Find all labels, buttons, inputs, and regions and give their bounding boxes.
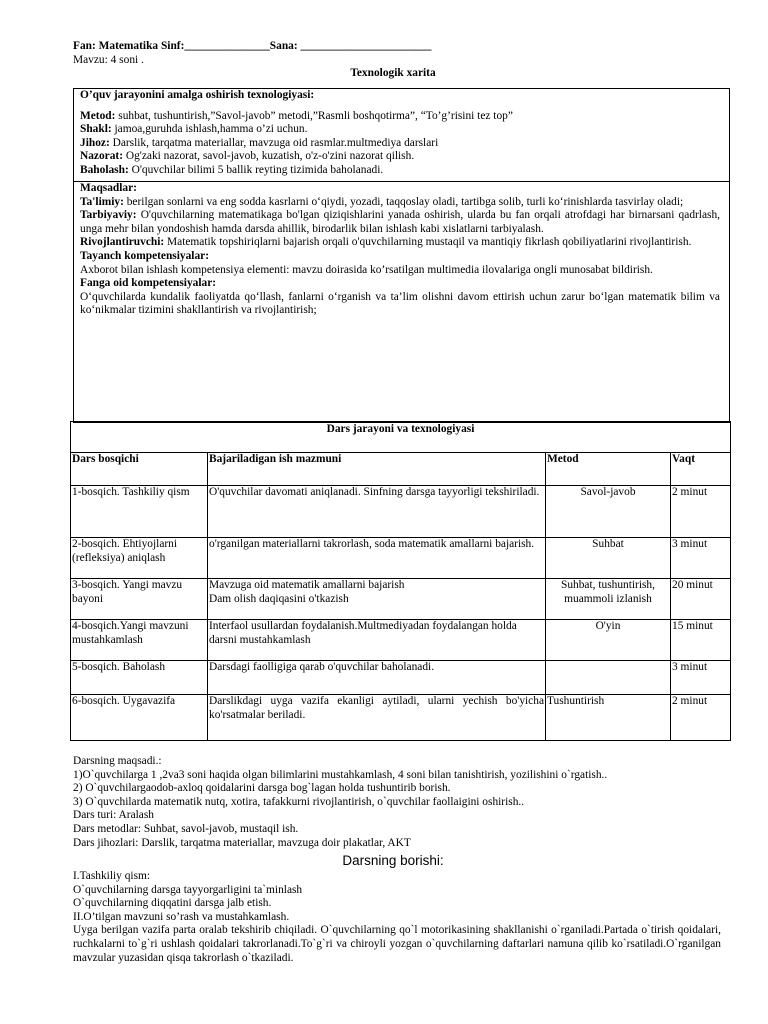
aim-item: 2) O`quvchilargaodob-axloq qoidalarini darsga bog`lagan holda tushuntirib borish. [73,782,451,795]
lesson-process-table [70,421,731,741]
flow-line: I.Tashkiliy qism: [73,870,151,882]
subject-competencies-text: O‘quvchilarda kundalik faoliyatda qo‘llash, fanlarni o‘rganish va ta’lim olishni davom ettirish uchun zarur bo‘lgan matematik bilim va ko‘nikmalar tizimini shakllantirish va rivojlantirish; [80,290,720,317]
header-method: Metod [546,453,671,486]
table-row [71,486,731,538]
table-title-row [71,422,731,453]
core-competencies-text: Axborot bilan ishlash kompetensiya elementi: mavzu doirasida ko’rsatilgan multimedia ilovalariga ongli munosabat bildirish. [80,263,653,276]
aim-item: 1)O`quvchilarga 1 ,2va3 soni haqida olgan bilimlarini mustahkamlash, 4 soni bilan tanishtirish, yozilishini o`rgatish.. [73,768,608,781]
flow-paragraph: Uyga berilgan vazifa parta oralab tekshirib chiqiladi. O`quvchilarning qo`l motorikasining shakllanishi o`rganiladi.Partada o`tirish qoidalari, ruchkalarni to`g`ri ushlash qoidalari takrorlanadi.To`g`ri va chiroyli yozgan o`quvchilarning daftarlari namuna qilib ko`rsatiladi.O`rganilgan mavzular yuzasidan qisqa takrorlash o`tkaziladi. [73,924,721,964]
stage-cell: 6-bosqich. Uygavazifa [71,695,208,741]
lesson-flow [73,870,721,965]
stage-cell: 2-bosqich. Ehtiyojlarni (refleksiya) aniqlash [71,538,208,579]
flow-line: O`quvchilarning darsga tayyorgarligini ta`minlash [73,883,303,896]
topic-line: Mavzu: 4 soni . [73,54,144,66]
stage-cell: 3-bosqich. Yangi mavzu bayoni [71,579,208,620]
flow-line: O`quvchilarning diqqatini darsga jalb etish. [73,897,272,910]
time-cell: 2 minut [671,486,731,538]
time-cell: 15 minut [671,620,731,661]
header-content: Bajariladigan ish mazmuni [208,453,546,486]
method-cell: Suhbat, tushuntirish, muammoli izlanish [546,579,671,620]
technology-box [73,88,730,182]
method-cell: Savol-javob [546,486,671,538]
technology-heading: O’quv jarayonini amalga oshirish texnologiyasi: [80,89,315,101]
goal-developmental: Rivojlantiruvchi: Matematik topshiriqlarni bajarish orqali o'quvchilarning mustaqil va mantiqiy fikrlash qobiliyatlarini rivojlantirish. [80,236,692,249]
content-cell: Darsdagi faolligiga qarab o'quvchilar baholanadi. [208,661,546,695]
goal-educational: Ta'limiy: berilgan sonlarni va eng sodda kasrlarni o‘qiydi, yozadi, taqqoslay oladi, tartibga solib, turli ko‘rinishlarda tasvirlay oladi; [80,195,684,208]
subject-competencies-heading: Fanga oid kompetensiyalar: [80,277,217,290]
header-line: Fan: Matematika Sinf:_______________Sana: _______________________ [73,40,432,52]
content-cell: Interfaol usullardan foydalanish.Multmediyadan foydalangan holda darsni mustahkamlash [208,620,546,661]
method-cell: Suhbat [546,538,671,579]
method-cell: O'yin [546,620,671,661]
table-row [71,695,731,741]
stage-cell: 5-bosqich. Baholash [71,661,208,695]
content-cell: Mavzuga oid matematik amallarni bajarish Dam olish daqiqasini o'tkazish [208,579,546,620]
aims-heading: Darsning maqsadi.: [73,755,162,767]
stage-cell: 4-bosqich.Yangi mavzuni mustahkamlash [71,620,208,661]
lesson-aims [73,755,723,850]
goals-heading: Maqsadlar: [80,182,137,194]
time-cell: 3 minut [671,538,731,579]
header-stage: Dars bosqichi [71,453,208,486]
content-cell: Darslikdagi uyga vazifa ekanligi aytiladi, ularni yechish bo'yicha ko'rsatmalar beriladi. [208,695,546,741]
table-row [71,661,731,695]
aim-item: 3) O`quvchilarda matematik nutq, xotira, tafakkurni rivojlantirish, o`quvchilar faollaigini oshirish.. [73,795,525,808]
lesson-flow-heading: Darsning borishi: [342,853,444,868]
tech-row-equipment: Jihoz: Darslik, tarqatma materiallar, mavzuga oid rasmlar.multmediya darslari [80,136,439,149]
content-cell: O'quvchilar davomati aniqlanadi. Sinfning darsga tayyorligi tekshiriladi. [208,486,546,538]
tech-row-assessment: Baholash: O'quvchilar bilimi 5 ballik reyting tizimida baholanadi. [80,163,384,176]
table-row [71,579,731,620]
table-row [71,538,731,579]
goals-box [73,181,730,423]
method-cell: Tushuntirish [546,695,671,741]
flow-line: II.O’tilgan mavzuni so’rash va mustahkamlash. [73,910,290,923]
stage-cell: 1-bosqich. Tashkiliy qism [71,486,208,538]
content-cell: o'rganilgan materiallarni takrorlash, soda matematik amallarni bajarish. [208,538,546,579]
time-cell: 2 minut [671,695,731,741]
header-time: Vaqt [671,453,731,486]
goal-upbringing: Tarbiyaviy: O'quvchilarning matematikaga bo'lgan qiziqishlarini yanada oshirish, ularda bu fan orqali atrofdagi har birnarsani qadrlash, unga mehr bilan yondoshish hamda darsda ahillik, birodarlik bilan ishlash kabi xislatlarni tarbiyalash. [80,209,720,235]
table-row [71,620,731,661]
tech-row-control: Nazorat: Og'zaki nazorat, savol-javob, kuzatish, o'z-o'zini nazorat qilish. [80,150,415,163]
table-title: Dars jarayoni va texnologiyasi [71,422,731,453]
lesson-methods: Dars metodlar: Suhbat, savol-javob, mustaqil ish. [73,822,299,835]
table-header-row [71,453,731,486]
time-cell: 3 minut [671,661,731,695]
core-competencies-heading: Tayanch kompetensiyalar: [80,249,210,262]
time-cell: 20 minut [671,579,731,620]
lesson-equipment: Dars jihozlari: Darslik, tarqatma materiallar, mavzuga doir plakatlar, AKT [73,836,411,849]
lesson-type: Dars turi: Aralash [73,809,154,822]
document-title: Texnologik xarita [350,67,436,79]
tech-row-form: Shakl: jamoa,guruhda ishlash,hamma o’zi uchun. [80,123,308,136]
tech-row-method: Metod: suhbat, tushuntirish,”Savol-javob” metodi,”Rasmli boshqotirma”, “To’g’risini tez top” [80,109,513,122]
method-cell [546,661,671,695]
